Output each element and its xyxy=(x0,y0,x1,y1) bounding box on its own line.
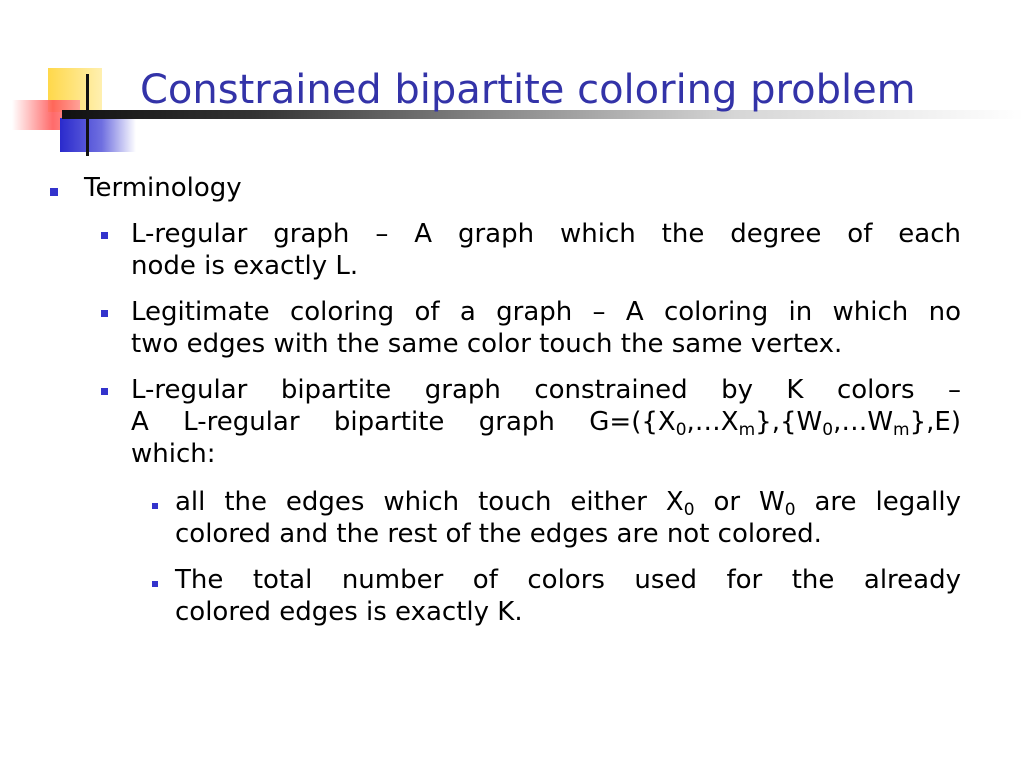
text-line: A L-regular bipartite graph $G=(\{X_0,\dots X_m\},\{W_0,\dots W_m\},E)$ xyxy=(131,407,961,440)
bullet-constrained-bipartite-graph xyxy=(131,374,961,470)
bullet-edges-touch xyxy=(175,486,961,550)
bullet-square-icon xyxy=(152,581,158,587)
text-line: two edges with the same color touch the same vertex. xyxy=(131,329,843,359)
slide-title: Constrained bipartite coloring problem xyxy=(140,67,916,113)
bullet-square-icon xyxy=(101,388,108,395)
text-line: all the edges which touch either $X_0$ or $W_0$ are legally xyxy=(175,487,961,520)
bullet-square-icon xyxy=(101,310,108,317)
text-line: node is exactly L. xyxy=(131,251,359,281)
bullet-square-icon xyxy=(152,503,158,509)
text-line: which: xyxy=(131,439,216,469)
text-line: colored edges is exactly K. xyxy=(175,597,523,627)
text-line: L-regular graph – A graph which the degree of each xyxy=(131,219,961,249)
bullet-terminology: Terminology xyxy=(84,173,242,203)
text-line: Legitimate coloring of a graph – A coloring in which no xyxy=(131,297,961,327)
text-line: L-regular bipartite graph constrained by K colors – xyxy=(131,375,961,405)
bullet-square-icon xyxy=(50,188,58,196)
bullet-square-icon xyxy=(101,232,108,239)
text-line: colored and the rest of the edges are not colored. xyxy=(175,519,822,549)
bullet-l-regular-graph xyxy=(131,218,961,282)
bullet-total-colors xyxy=(175,564,961,628)
bullet-legitimate-coloring xyxy=(131,296,961,360)
text-line: The total number of colors used for the already xyxy=(175,565,961,595)
